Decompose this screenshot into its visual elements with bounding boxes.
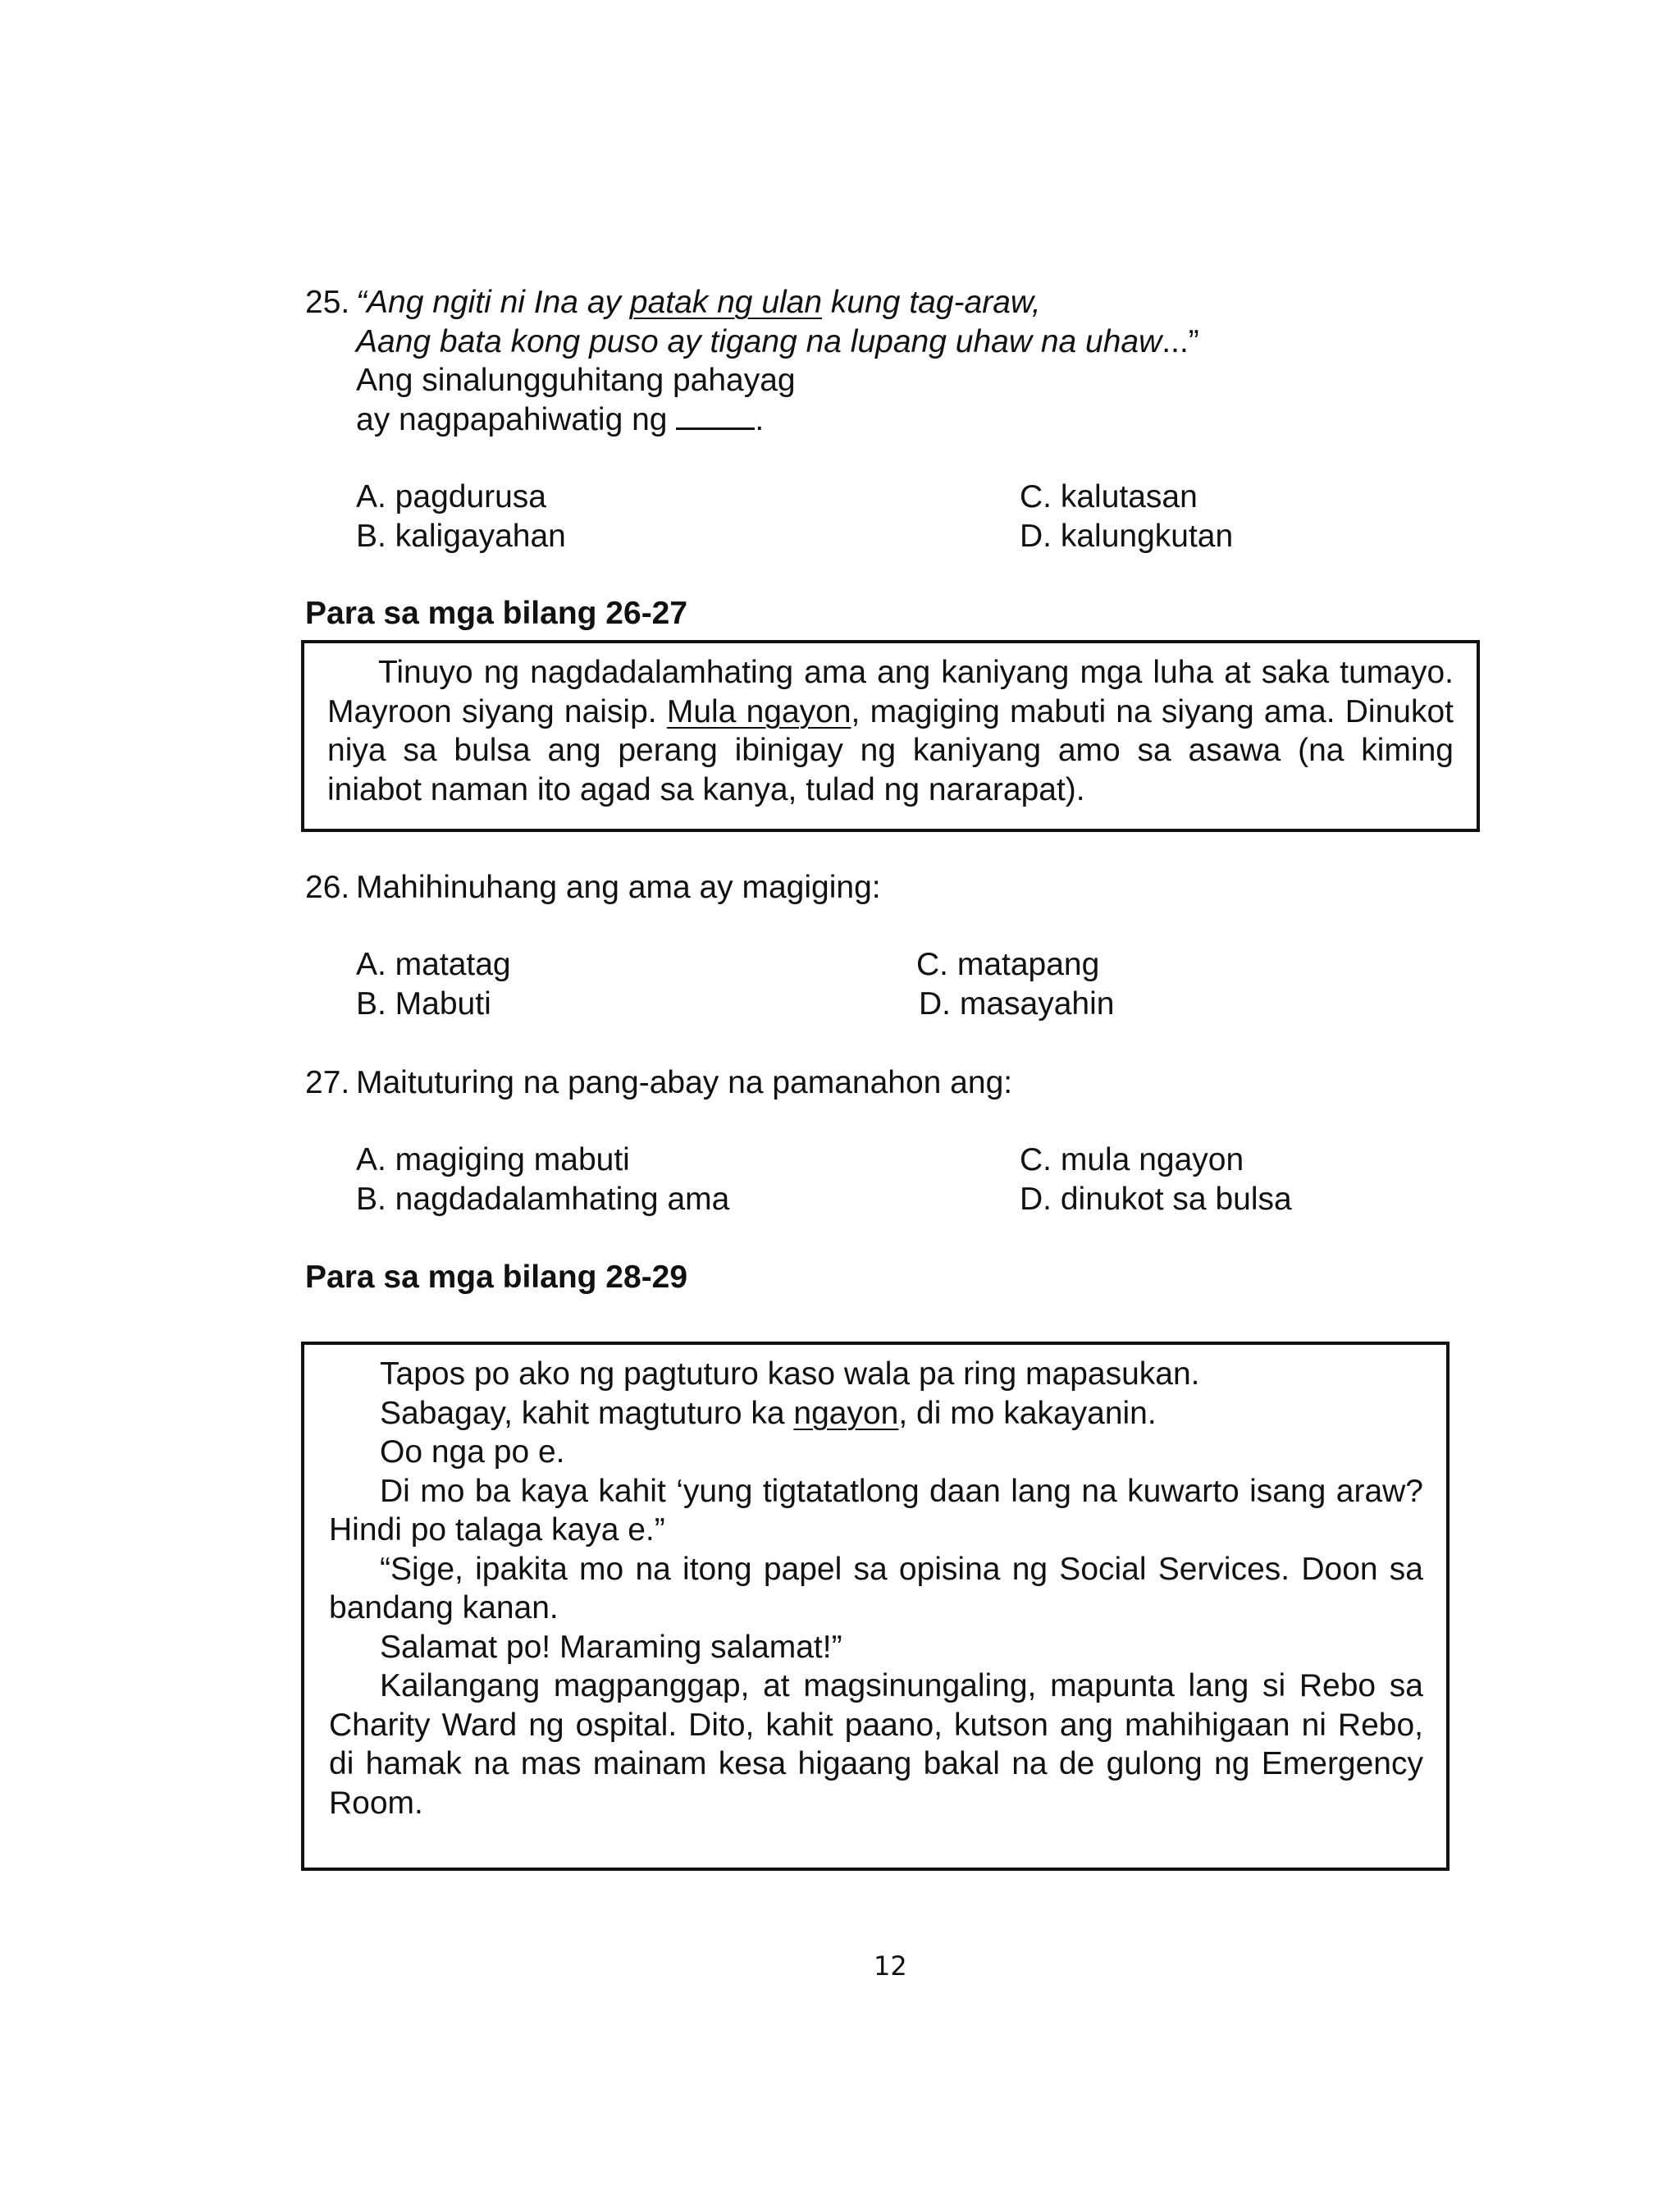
q27-choice-d: D. dinukot sa bulsa: [1020, 1182, 1292, 1217]
q25-choice-c: C. kalutasan: [1020, 479, 1198, 514]
passage-box-28-29: [301, 1342, 1449, 1871]
section-heading-28-29: Para sa mga bilang 28-29: [305, 1260, 688, 1295]
passage-line-6: Salamat po! Maraming salamat!”: [380, 1629, 842, 1665]
q25-quote-text: “Ang ngiti ni Ina ay: [356, 285, 630, 320]
q26-choice-c: C. matapang: [916, 947, 1100, 982]
page-number: 12: [874, 1950, 907, 1982]
q27-choice-b: B. nagdadalamhating ama: [356, 1182, 730, 1217]
q25-choice-a: A. pagdurusa: [356, 479, 547, 514]
passage-line-5: “Sige, ipakita mo na itong papel sa opisina ng Social Services. Doon sa bandang kanan.: [329, 1551, 1423, 1625]
q25-prompt-period: .: [755, 402, 765, 437]
passage-line-7: Kailangang magpanggap, at magsinungaling, mapunta lang si Rebo sa Charity Ward ng ospital. Dito, kahit paano, kutson ang mahihigaan ni Rebo, di hamak na mas mainam kesa higaang bakal na de gulong ng Emergency Room.: [329, 1668, 1423, 1821]
q26-choice-a: A. matatag: [356, 947, 511, 982]
q26-text: Mahihinuhang ang ama ay magiging:: [356, 870, 881, 905]
passage-box-26-27: [301, 640, 1480, 832]
q25-prompt-line1: Ang sinalungguhitang pahayag: [356, 363, 796, 398]
q25-underlined-phrase: patak ng ulan: [629, 285, 823, 320]
answer-blank: [676, 403, 755, 430]
passage-line-3: Oo nga po e.: [380, 1434, 565, 1470]
q25-quote-line1: [356, 283, 1041, 322]
q26-choice-d: D. masayahin: [919, 986, 1115, 1022]
passage-line-2-text: Sabagay, kahit magtuturo ka: [380, 1395, 794, 1431]
q25-choice-d: D. kalungkutan: [1020, 519, 1234, 554]
q27-text: Maituturing na pang-abay na pamanahon ang:: [356, 1065, 1013, 1100]
q25-prompt-line2: [356, 400, 764, 440]
q25-choice-b: B. kaligayahan: [356, 519, 566, 554]
q27-choice-a: A. magiging mabuti: [356, 1142, 630, 1177]
passage-text-end: , magiging mabuti na siyang ama. Dinukot niya sa bulsa ang perang ibinigay ng kaniyang amo sa asawa (na kiming iniabot naman ito agad sa kanya, tulad ng nararapat).: [327, 693, 1454, 807]
passage-underlined-phrase: Mula ngayon: [666, 693, 851, 729]
passage-line-1: Tapos po ako ng pagtuturo kaso wala pa ring mapasukan.: [380, 1356, 1200, 1392]
q27-choice-c: C. mula ngayon: [1020, 1142, 1244, 1177]
passage-26-27: [327, 653, 1454, 809]
q25-quote-close: ...”: [1162, 324, 1199, 359]
q25-quote-line2: [356, 322, 1199, 362]
passage-underlined-word: ngayon: [793, 1395, 899, 1431]
q26-choice-b: B. Mabuti: [356, 986, 491, 1022]
q25-number: 25.: [305, 285, 350, 320]
passage-line-2-end: , di mo kakayanin.: [898, 1395, 1157, 1431]
passage-28-29: [329, 1355, 1423, 1822]
q27-number: 27.: [305, 1065, 350, 1100]
q25-quote-text-end: kung tag-araw,: [822, 285, 1041, 320]
passage-line-2: [329, 1394, 1423, 1433]
q26-number: 26.: [305, 870, 350, 905]
passage-line-4: Di mo ba kaya kahit ‘yung tigtatatlong daan lang na kuwarto isang araw? Hindi po talaga kaya e.”: [329, 1473, 1423, 1548]
q25-prompt-text: ay nagpapahiwatig ng: [356, 402, 668, 437]
q25-quote-line2-text: Aang bata kong puso ay tigang na lupang uhaw na uhaw: [356, 324, 1162, 359]
section-heading-26-27: Para sa mga bilang 26-27: [305, 596, 688, 631]
passage-text: Tinuyo ng nagdadalamhating ama ang kaniyang mga luha at saka tumayo. Mayroon siyang naisip.: [327, 655, 1454, 729]
